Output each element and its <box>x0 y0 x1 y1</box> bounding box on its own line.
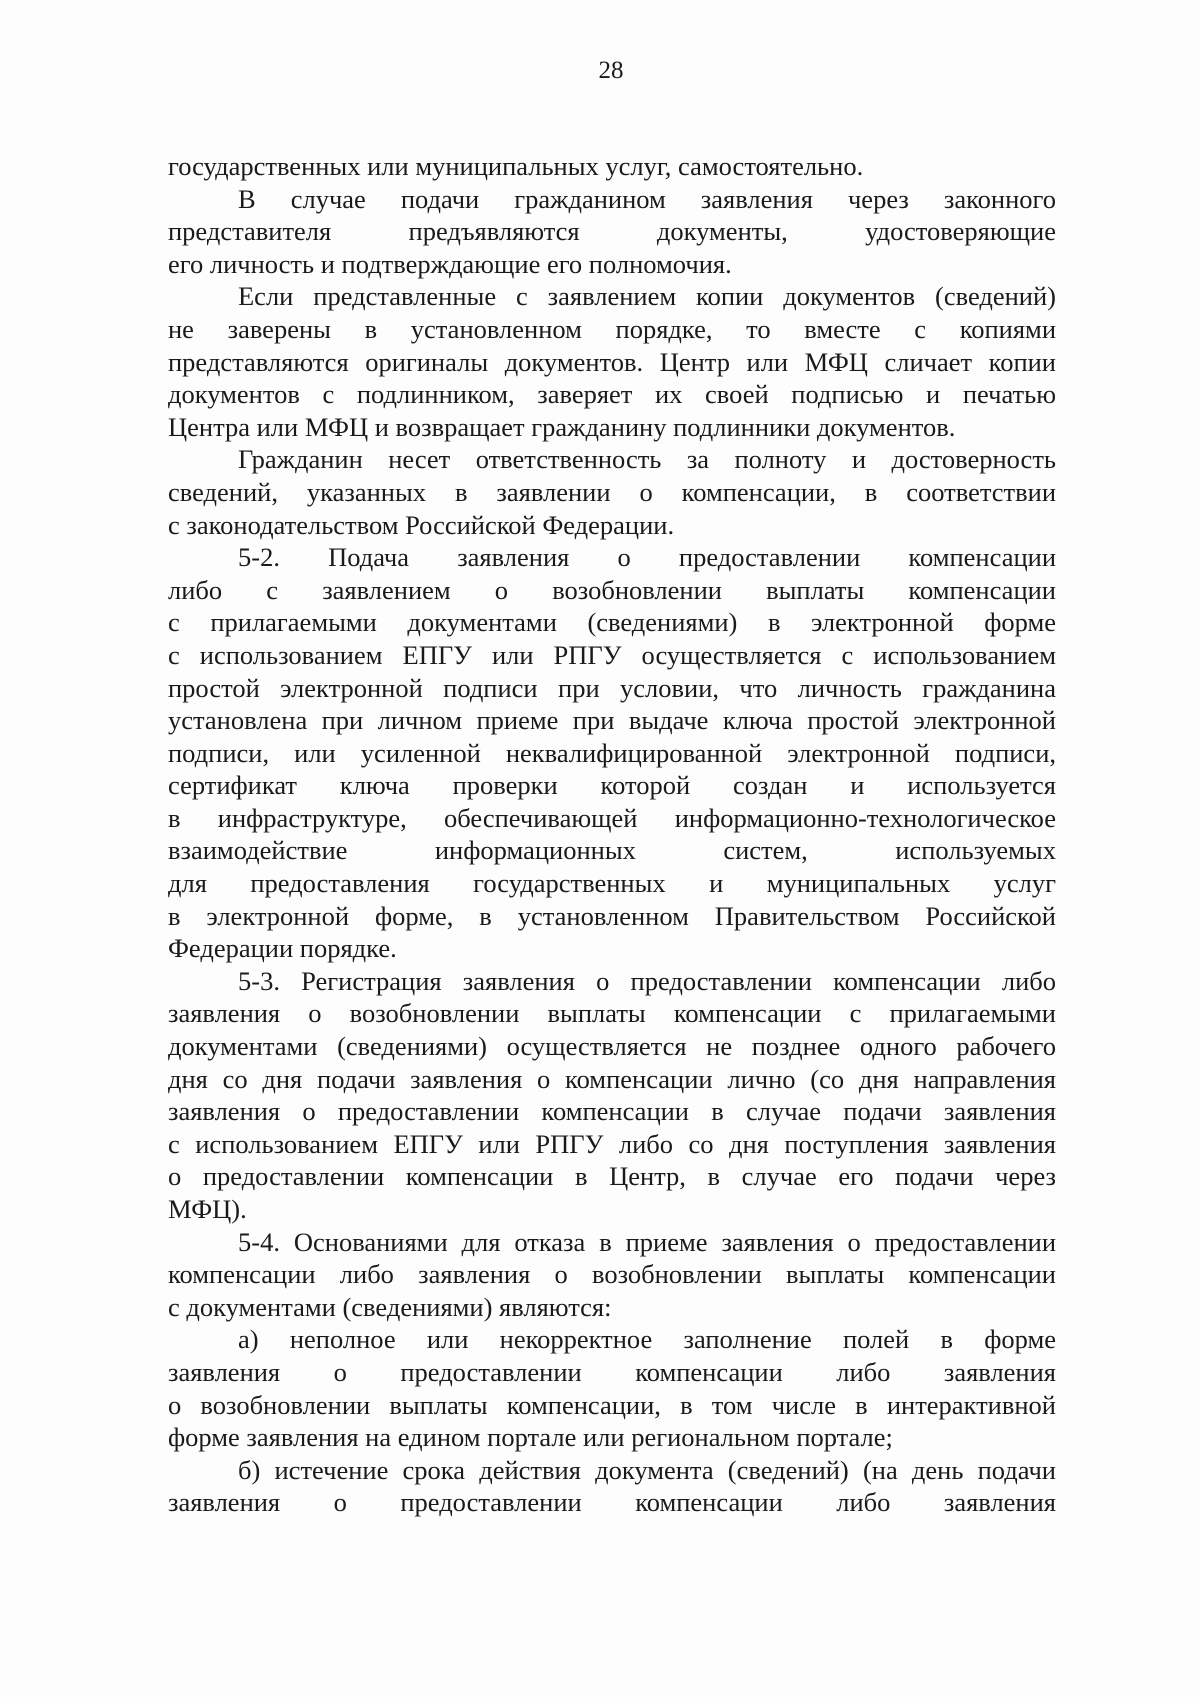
text-line: государственных или муниципальных услуг, самостоятельно. <box>168 151 864 181</box>
page-number: 28 <box>598 57 624 84</box>
text-line: с прилагаемыми документами (сведениями) в электронной форме <box>168 607 1056 638</box>
text-line: о возобновлении выплаты компенсации, в том числе в интерактивной <box>168 1389 1056 1420</box>
body-text <box>168 150 1056 1519</box>
text-line: заявления о возобновлении выплаты компенсации с прилагаемыми <box>168 998 1056 1029</box>
text-line: 5-3. Регистрация заявления о предоставлении компенсации либо <box>238 965 1056 996</box>
text-line: для предоставления государственных и муниципальных услуг <box>168 868 1056 899</box>
text-line: компенсации либо заявления о возобновлении выплаты компенсации <box>168 1259 1056 1290</box>
text-line: 5-2. Подача заявления о предоставлении компенсации <box>238 542 1056 573</box>
text-line: дня со дня подачи заявления о компенсации лично (со дня направления <box>168 1063 1056 1094</box>
text-line: в электронной форме, в установленном Правительством Российской <box>168 900 1056 931</box>
text-line: заявления о предоставлении компенсации либо заявления <box>168 1356 1056 1387</box>
text-line: а) неполное или некорректное заполнение полей в форме <box>238 1324 1056 1355</box>
text-line: подписи, или усиленной неквалифицированной электронной подписи, <box>168 737 1056 768</box>
text-line: с законодательством Российской Федерации. <box>168 509 675 540</box>
text-line: с использованием ЕПГУ или РПГУ либо со дня поступления заявления <box>168 1128 1056 1159</box>
text-line: установлена при личном приеме при выдаче ключа простой электронной <box>168 705 1056 736</box>
text-line: сведений, указанных в заявлении о компенсации, в соответствии <box>168 476 1056 507</box>
text-line: либо с заявлением о возобновлении выплаты компенсации <box>168 574 1056 605</box>
text-line: документов с подлинником, заверяет их своей подписью и печатью <box>168 379 1056 410</box>
text-line: Центра или МФЦ и возвращает гражданину подлинники документов. <box>168 411 956 442</box>
text-line: о предоставлении компенсации в Центр, в случае его подачи через <box>168 1161 1056 1192</box>
text-line: в инфраструктуре, обеспечивающей информационно-технологическое <box>168 802 1056 833</box>
text-line: его личность и подтверждающие его полномочия. <box>168 248 732 279</box>
text-line: В случае подачи гражданином заявления через законного <box>238 183 1056 214</box>
text-line: представляются оригиналы документов. Центр или МФЦ сличает копии <box>168 346 1056 377</box>
text-line: взаимодействие информационных систем, используемых <box>168 835 1056 866</box>
text-line: Федерации порядке. <box>168 933 397 964</box>
text-line: не заверены в установленном порядке, то вместе с копиями <box>168 313 1056 344</box>
text-line: б) истечение срока действия документа (сведений) (на день подачи <box>238 1454 1056 1485</box>
text-line: простой электронной подписи при условии, что личность гражданина <box>168 672 1056 703</box>
text-line: с использованием ЕПГУ или РПГУ осуществляется с использованием <box>168 639 1056 670</box>
text-line: заявления о предоставлении компенсации в случае подачи заявления <box>168 1096 1056 1127</box>
text-line: Гражданин несет ответственность за полноту и достоверность <box>238 444 1056 475</box>
text-line: сертификат ключа проверки которой создан и используется <box>168 770 1056 801</box>
text-line: с документами (сведениями) являются: <box>168 1291 612 1322</box>
text-line: Если представленные с заявлением копии документов (сведений) <box>238 281 1056 312</box>
text-line: заявления о предоставлении компенсации либо заявления <box>168 1487 1056 1518</box>
text-line: форме заявления на едином портале или региональном портале; <box>168 1422 893 1453</box>
text-line: представителя предъявляются документы, удостоверяющие <box>168 216 1056 247</box>
text-line: документами (сведениями) осуществляется не позднее одного рабочего <box>168 1031 1056 1062</box>
text-line: МФЦ). <box>168 1194 247 1224</box>
text-line: 5-4. Основаниями для отказа в приеме заявления о предоставлении <box>238 1226 1056 1257</box>
